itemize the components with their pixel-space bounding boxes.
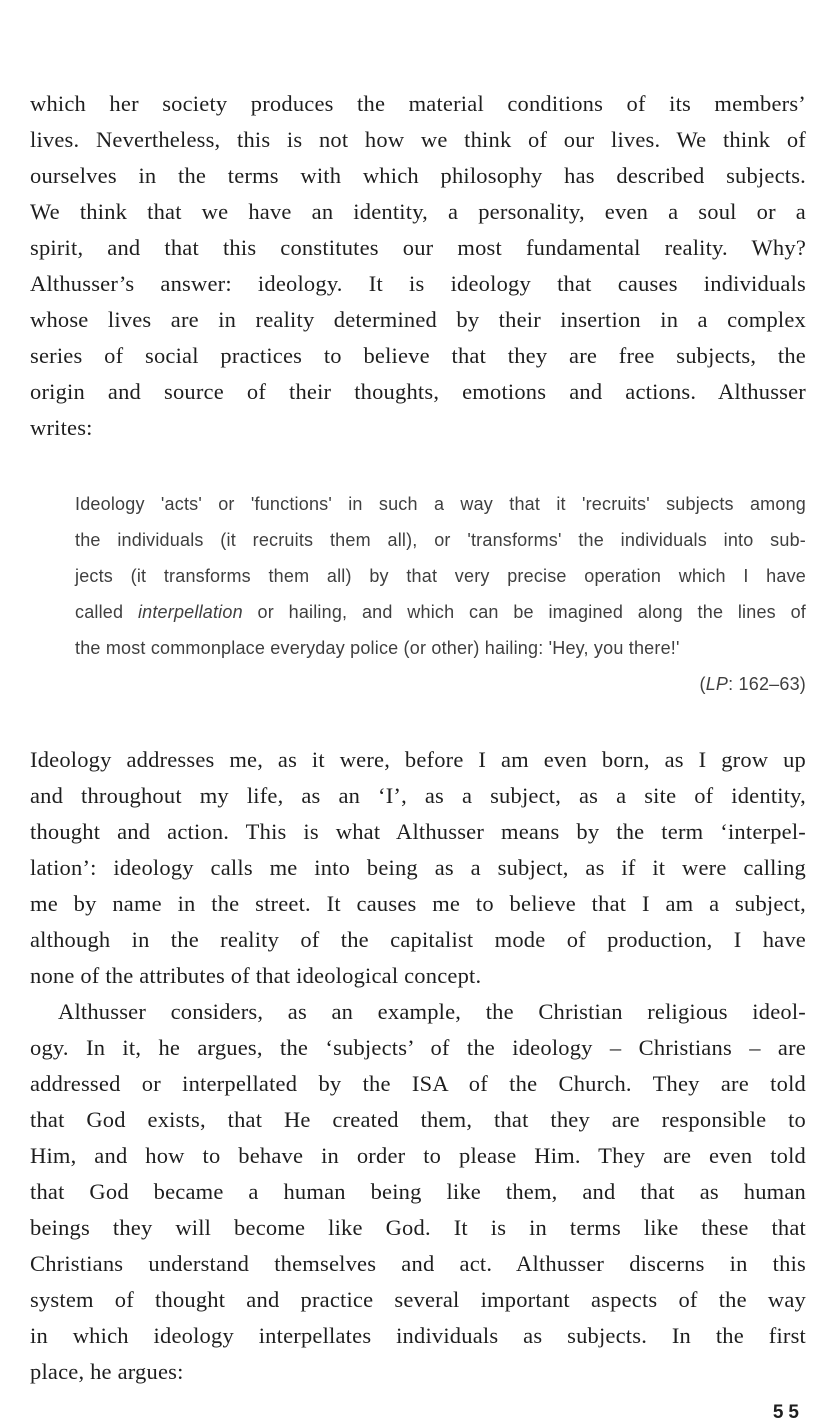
quote-text-segment: called (75, 602, 138, 622)
body-paragraph (30, 742, 806, 994)
body-text-line: me by name in the street. It causes me to believe that I am a subject, (30, 891, 806, 916)
body-text-line: and throughout my life, as an ‘I’, as a subject, as a site of identity, (30, 783, 806, 808)
body-text-line: whose lives are in reality determined by their insertion in a complex (30, 307, 806, 332)
body-text-line: ogy. In it, he argues, the ‘subjects’ of the ideology – Christians – are (30, 1035, 806, 1060)
body-text-line: none of the attributes of that ideological concept. (30, 963, 482, 988)
quote-text-line: jects (it transforms them all) by that very precise operation which I have (75, 566, 806, 586)
body-text-line: lives. Nevertheless, this is not how we think of our lives. We think of (30, 127, 806, 152)
body-text-line: origin and source of their thoughts, emotions and actions. Althusser (30, 379, 806, 404)
body-paragraph (30, 994, 806, 1390)
quote-text-line: the most commonplace everyday police (or other) hailing: 'Hey, you there!' (75, 638, 680, 658)
citation-paren: ( (699, 674, 706, 694)
quote-citation (75, 666, 806, 702)
body-text-line: which her society produces the material conditions of its members’ (30, 91, 806, 116)
quote-text-line: the individuals (it recruits them all), or 'transforms' the individuals into sub- (75, 530, 806, 550)
body-text-line: place, he argues: (30, 1359, 184, 1384)
quote-text-segment: or hailing, and which can be imagined along the lines of (242, 602, 806, 622)
body-text-line: Him, and how to behave in order to please Him. They are even told (30, 1143, 806, 1168)
body-text-line: that God exists, that He created them, that they are responsible to (30, 1107, 806, 1132)
block-quote-lines (75, 486, 806, 594)
body-text-line: beings they will become like God. It is in terms like these that (30, 1215, 806, 1240)
body-text-line: writes: (30, 415, 93, 440)
body-text-line: system of thought and practice several important aspects of the way (30, 1287, 806, 1312)
quote-text-line: Ideology 'acts' or 'functions' in such a way that it 'recruits' subjects among (75, 494, 806, 514)
body-text-line: lation’: ideology calls me into being as a subject, as if it were calling (30, 855, 806, 880)
body-text-line: Althusser’s answer: ideology. It is ideology that causes individuals (30, 271, 806, 296)
citation-source-abbreviation: LP (705, 674, 729, 694)
body-text-line: addressed or interpellated by the ISA of the Church. They are told (30, 1071, 806, 1096)
body-text-line: in which ideology interpellates individuals as subjects. In the first (30, 1323, 806, 1348)
block-quote (75, 486, 806, 702)
body-text-line: ourselves in the terms with which philosophy has described subjects. (30, 163, 806, 188)
body-paragraph-continuation (30, 86, 806, 446)
body-text-line: spirit, and that this constitutes our most fundamental reality. Why? (30, 235, 806, 260)
body-text-line: series of social practices to believe that they are free subjects, the (30, 343, 806, 368)
body-text-line: that God became a human being like them, and that as human (30, 1179, 806, 1204)
body-text-line: Althusser considers, as an example, the Christian religious ideol- (58, 999, 806, 1024)
body-text-line: Ideology addresses me, as it were, before I am even born, as I grow up (30, 747, 806, 772)
body-text-line: Christians understand themselves and act. Althusser discerns in this (30, 1251, 806, 1276)
citation-pages: : 162–63) (728, 674, 806, 694)
body-text-line: although in the reality of the capitalist mode of production, I have (30, 927, 806, 952)
page-number: 55 (772, 1402, 804, 1423)
body-text-line: We think that we have an identity, a personality, even a soul or a (30, 199, 806, 224)
body-text-line: thought and action. This is what Althusser means by the term ‘interpel- (30, 819, 806, 844)
italic-term-interpellation: interpellation (137, 602, 243, 622)
quote-text-line-italic (75, 594, 806, 630)
